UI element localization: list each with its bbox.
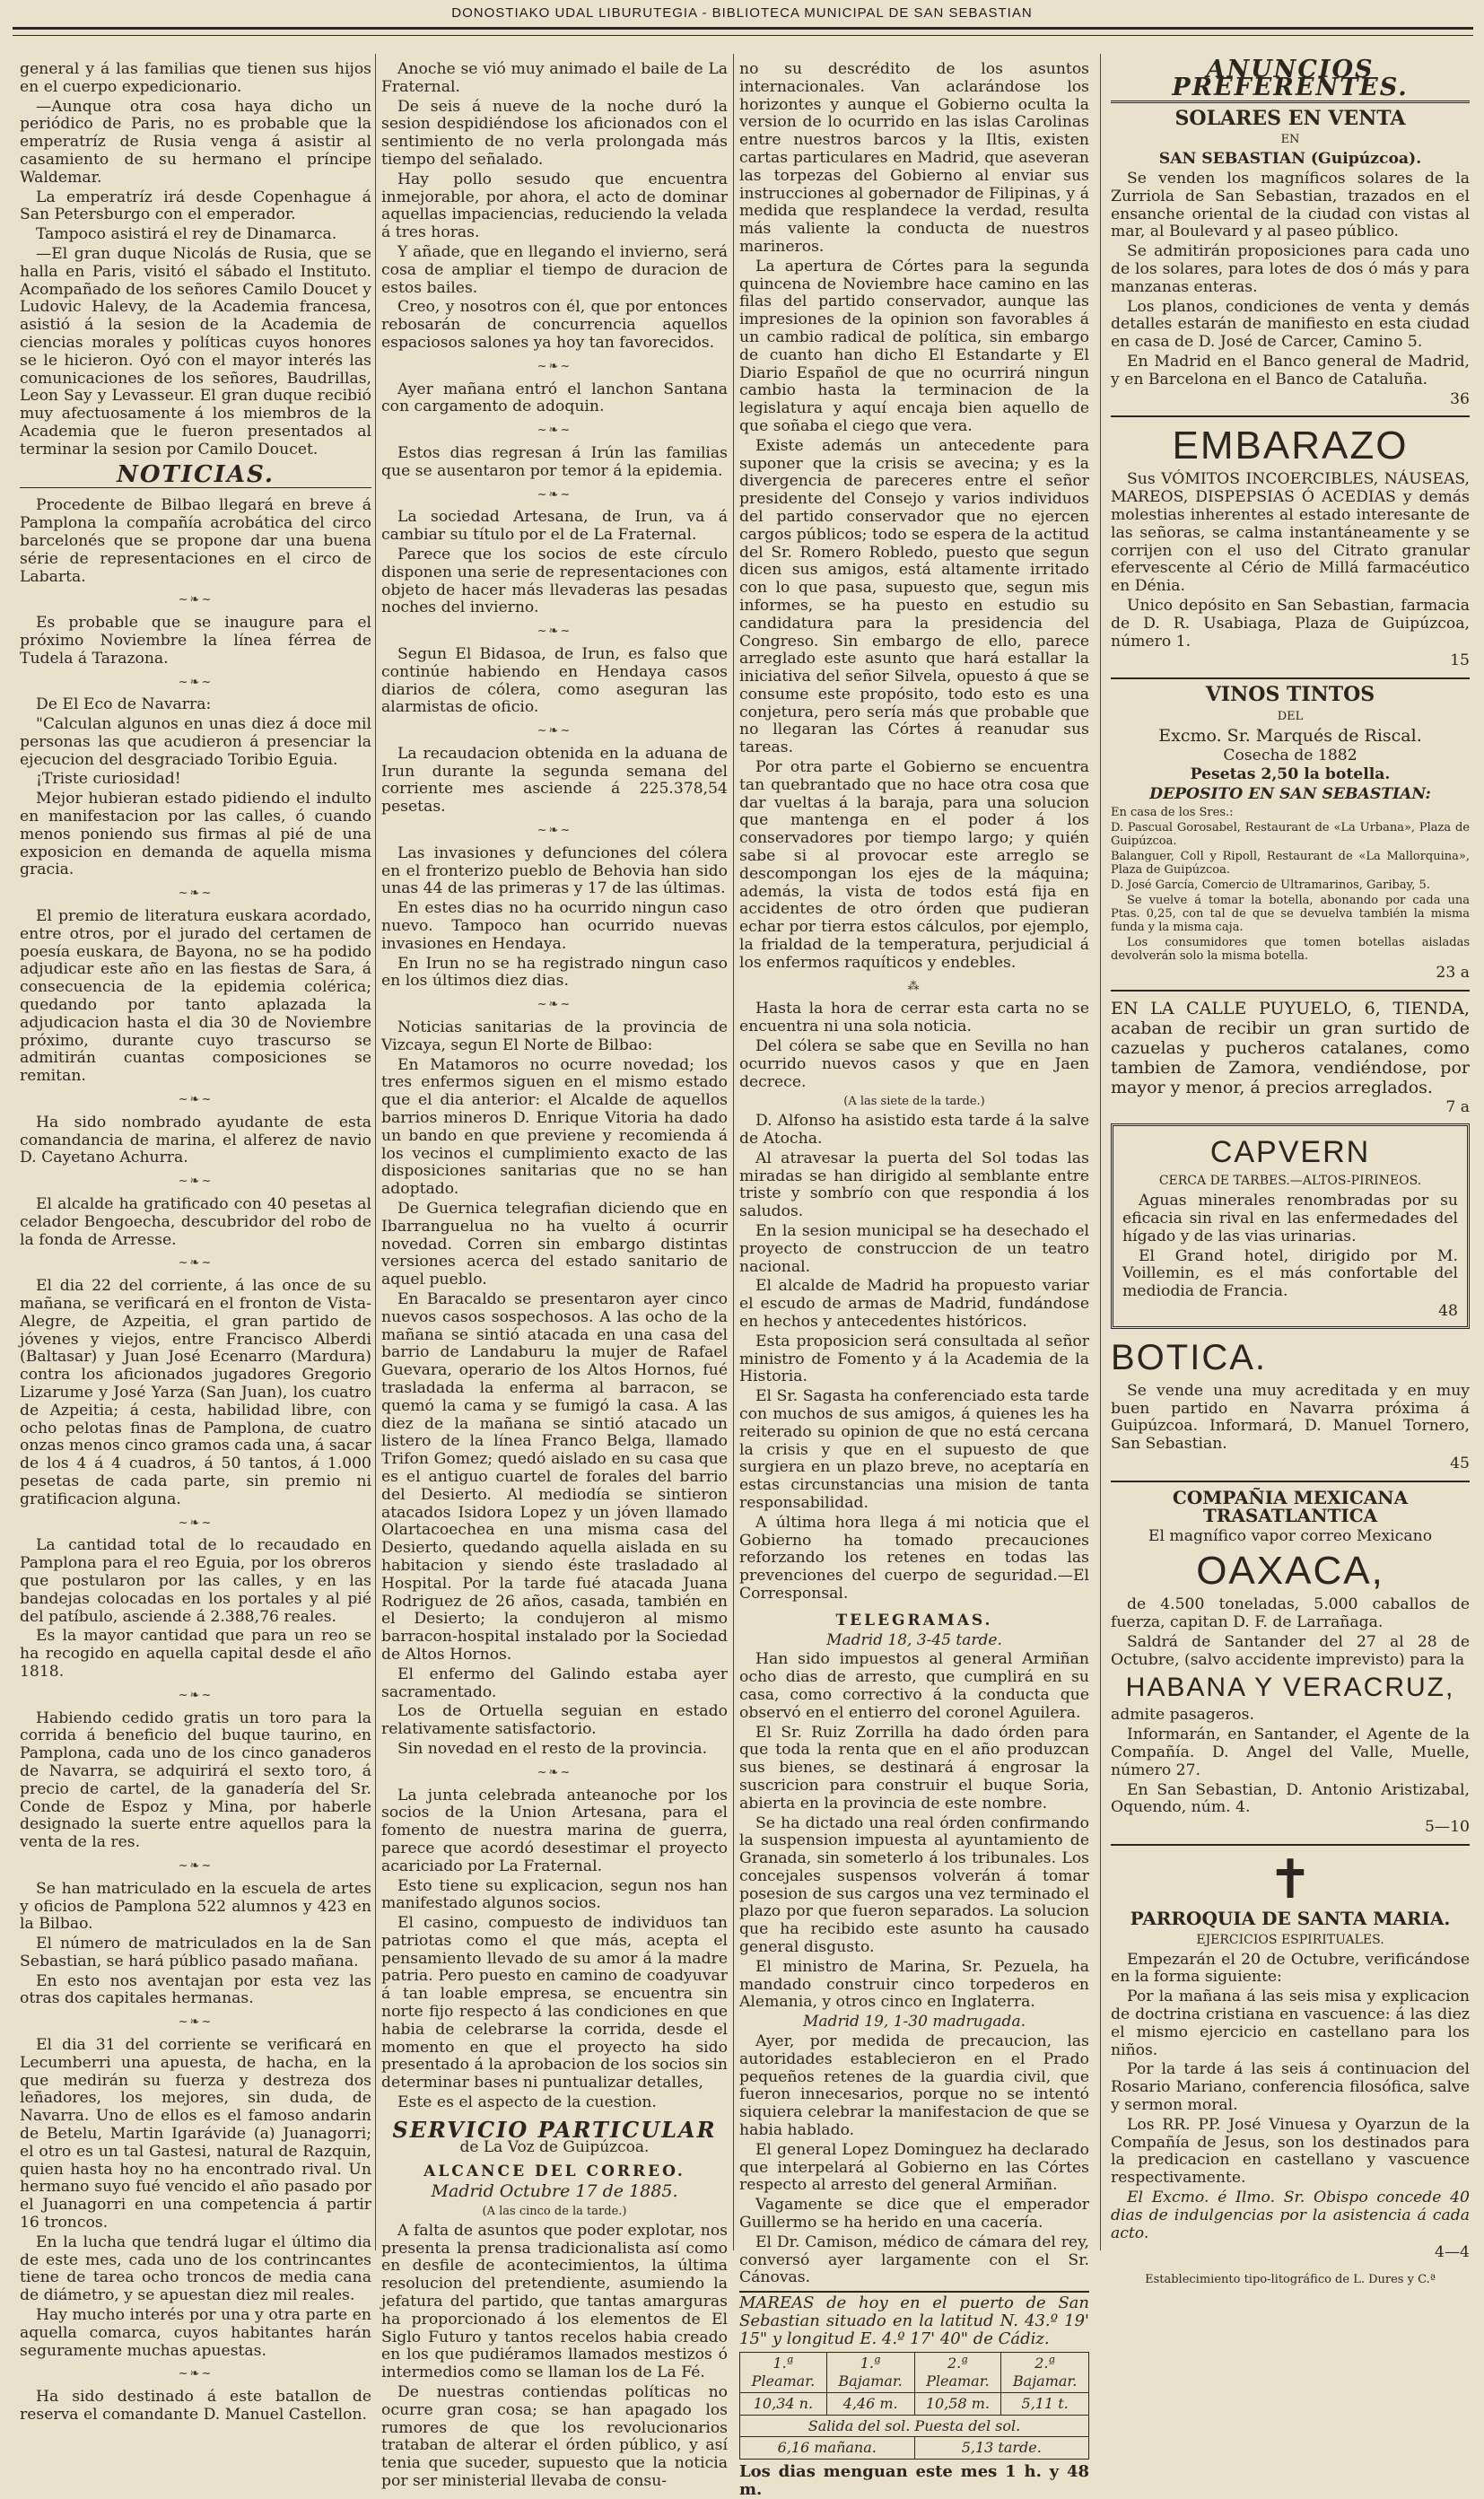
ads-heading: ANUNCIOS PREFERENTES. (1111, 61, 1470, 103)
paragraph: De seis á nueve de la noche duró la sesion despidiéndose los aficionados con el sentimiento de no verla prolongada más tiempo del señalado. (381, 97, 728, 169)
separator-ornament: ~❧~ (178, 887, 214, 901)
small-line: Los consumidores que tomen botellas aisladas devolverán solo la misma botella. (1111, 935, 1470, 963)
ad-vinos-title: VINOS TINTOS (1205, 683, 1375, 707)
separator-ornament: ~❧~ (537, 1765, 572, 1779)
paragraph: De El Eco de Navarra: (36, 695, 212, 714)
cross-icon: ✝ (1267, 1848, 1314, 1911)
paragraph: Ha sido nombrado ayudante de esta comandancia de marina, el alferez de navio D. Cayetano Achurra. (20, 1113, 371, 1167)
ad-embarazo-title: EMBARAZO (1172, 424, 1409, 468)
paragraph: El general Lopez Dominguez ha declarado que interpelará al Gobierno en las Córtes respecto al arresto del general Armiñan. (739, 2140, 1089, 2195)
tide-header: 2.ª Pleamar. (914, 2353, 1001, 2393)
daylight-note: Los dias menguan este mes 1 h. y 48 m. (739, 2462, 1089, 2499)
paragraph: En Baracaldo se presentaron ayer cinco nuevos casos sospechosos. A las ocho de la mañana se sintió atacada en una casa del barrio de Landaburu la mujer de Rafael Guevara, operario de los Altos Hornos, fué trasladada la enferma al barracon, se quemó la cama y se fumigó la casa. A las diez de la mañana se sintió atacado un listero de la línea Franco Belga, llamado Trifon Gomez; quedó aislado en su casa que es el antiguo cuartel de forales del barrio del Desierto. Al mediodía se sintieron atacados Isidora Lopez y un jóven llamado Olartacoechea en una misma casa del Desierto, quedando aquella aislada en su habitacion y siendo éste trasladado al Hospital. Por la tarde fué atacada Juana Rodriguez de 26 años, casada, también en el Desierto; la condujeron al mismo barracon-hospital instalado por la Sociedad de Altos Hornos. (381, 1290, 728, 1664)
ad-capvern-box (1111, 1123, 1470, 1328)
ad-number: 4—4 (1434, 2243, 1470, 2262)
paragraph: no su descrédito de los asuntos internacionales. Van aclarándose los horizontes y aunque el Gobierno oculta la version de lo ocurrido en las islas Carolinas entre nuestros barcos y la Iltis, existen cartas particulares en Madrid, que aseveran las torpezas del Gobierno al enviar sus instrucciones al gobernador de Filipinas, y á medida que resplandece la verdad, resulta más valiente la conducta de nuestros marineros. (739, 60, 1089, 256)
paragraph: Mejor hubieran estado pidiendo el indulto en manifestacion por las calles, ó cuando menos poniendo sus firmas al pié de una exposicion en demanda de aquella misma gracia. (20, 790, 371, 879)
paragraph: Vagamente se dice que el emperador Guillermo se ha herido en una cacería. (739, 2196, 1089, 2232)
sunrise-value: 6,16 mañana. (740, 2437, 915, 2460)
paragraph: Saldrá de Santander del 27 al 28 de Octubre, (salvo accidente imprevisto) para la (1111, 1632, 1470, 1669)
tide-header: 2.ª Bajamar. (1001, 2353, 1089, 2393)
dateline: Madrid 18, 3-45 tarde. (826, 1630, 1002, 1649)
paragraph: Es probable que se inaugure para el próximo Noviembre la línea férrea de Tudela á Tarazona. (20, 614, 371, 668)
paragraph: A última hora llega á mi noticia que el Gobierno ha tomado precauciones reforzando los retenes en todas las prevenciones del cuerpo de seguridad.—El Corresponsal. (739, 1513, 1089, 1603)
small-line: D. José García, Comercio de Ultramarinos, Garibay, 5. (1111, 878, 1430, 892)
paragraph: Hay mucho interés por una y otra parte en aquella comarca, cuyos habitantes harán seguramente muchas apuestas. (20, 2306, 371, 2360)
column-1 (20, 60, 371, 2425)
ad-solares-en: EN (1280, 133, 1300, 147)
separator-ornament: ~❧~ (178, 1175, 214, 1189)
paragraph: En Matamoros no ocurre novedad; los tres enfermos siguen en el mismo estado que el dia anterior: el Alcalde de aquellos barrios mineros D. Enrique Vitoria ha dado un bando en que previene y recomienda á los vecinos el cumplimiento exacto de las disposiciones sanitarias que no se han adoptado. (381, 1055, 728, 1199)
paragraph: Del cólera se sabe que en Sevilla no han ocurrido nuevos casos y que en Jaen decrece. (739, 1037, 1089, 1091)
paragraph: Se admitirán proposiciones para cada uno de los solares, para lotes de dos ó más y para manzanas enteras. (1111, 242, 1470, 296)
paragraph: Se han matriculado en la escuela de artes y oficios de Pamplona 522 alumnos y 423 en la Bilbao. (20, 1879, 371, 1934)
separator-ornament: ~❧~ (178, 2015, 214, 2030)
paragraph: Creo, y nosotros con él, que por entonces rebosarán de concurrencia aquellos espaciosos salones ya hoy tan favorecidos. (381, 298, 728, 352)
paragraph: La cantidad total de lo recaudado en Pamplona para el reo Eguia, por los obreros que postularon por las calles, y en las bandejas colocadas en los portales y al pié del patíbulo, asciende á 2.388,76 reales. (20, 1536, 371, 1626)
ad-number: 23 a (1436, 963, 1470, 982)
paragraph: Se ha dictado una real órden confirmando la suspension impuesta al ayuntamiento de Granada, sin someterlo á los tribunales. Los concejales suspensos volverán á tomar posesion de sus cargos una vez terminado el plazo por que fueron separados. La solucion que ha recibido este asunto ha causado general disgusto. (739, 1813, 1089, 1957)
paragraph: Se venden los magníficos solares de la Zurriola de San Sebastian, trazados en el ensanche oriental de la ciudad con vistas al mar, al Boulevard y al paseo público. (1111, 169, 1470, 241)
paragraph: En Irun no se ha registrado ningun caso en los últimos diez dias. (381, 954, 728, 991)
paragraph: admite pasageros. (1111, 1706, 1254, 1725)
ad-capvern-title: CAPVERN (1209, 1135, 1371, 1170)
paragraph: Este es el aspecto de la cuestion. (397, 2093, 657, 2112)
separator-ornament: ~❧~ (537, 625, 572, 639)
paragraph: ¡Triste curiosidad! (36, 770, 181, 789)
paragraph: D. Alfonso ha asistido esta tarde á la salve de Atocha. (739, 1112, 1089, 1149)
paragraph: Las invasiones y defunciones del cólera en el fronterizo pueblo de Behovia han sido unas 44 de las primeras y 17 de las últimas. (381, 843, 728, 898)
paragraph: La recaudacion obtenida en la aduana de Irun durante la segunda semana del corriente mes asciende á 225.378,54 pesetas. (381, 744, 728, 817)
paragraph: En San Sebastian, D. Antonio Aristizabal, Oquendo, núm. 4. (1111, 1780, 1470, 1817)
ad-vinos-price: Pesetas 2,50 la botella. (1190, 765, 1391, 784)
printer-credit: Establecimiento tipo-litográfico de L. Dures y C.ª (1145, 2273, 1436, 2287)
separator-ornament: ~❧~ (537, 424, 572, 438)
paragraph: El casino, compuesto de individuos tan patriotas como el que más, acepta el pensamiento llevado de su amor á la madre patria. Pero puesto en camino de coadyuvar á tan loable empresa, se encuentra sin norte fijo respecto á las condiciones en que habia de celebrarse la corrida, desde el momento en que el proyecto ha sido presentado á la aprobacion de los socios sin determinar bases ni puntualizar detalles, (381, 1914, 728, 2093)
paragraph: Y añade, que en llegando el invierno, será cosa de ampliar el tiempo de duracion de estos bailes. (381, 242, 728, 297)
separator-ornament: ~❧~ (178, 1093, 214, 1107)
paragraph: El Dr. Camison, médico de cámara del rey, conversó ayer largamente con el Sr. Cánovas. (739, 2232, 1089, 2287)
paragraph: A falta de asuntos que poder explotar, nos presenta la prensa tradicionalista así como en desfile de acontecimientos, la última resolucion del pretendiente, asumiendo la jefatura del partido, que tantas amarguras ha proporcionado á los elementos de El Siglo Futuro y tantos recelos habia creado en los que pudiéramos llamados mestizos ó intermedios como se llaman los de La Fé. (381, 2221, 728, 2382)
ad-compania-title: COMPAÑIA MEXICANA TRASATLANTICA (1172, 1486, 1409, 1526)
separator-ornament: ~❧~ (537, 998, 572, 1012)
section-subtitle: de La Voz de Guipúzcoa. (459, 2137, 650, 2156)
column-3 (739, 60, 1089, 2499)
paragraph: Parece que los socios de este círculo disponen una serie de representaciones con objeto de hacer más llevaderas las pesadas noches del invierno. (381, 545, 728, 617)
paragraph: La apertura de Córtes para la segunda quincena de Noviembre hace camino en las filas del partido conservador, aunque las impresiones de la opinion son favorables á un cambio radical de política, sin embargo de cuanto han dicho El Estandarte y El Diario Español de que no ocurrirá ningun cambio hasta la terminacion de la legislatura y aquí encaja bien aquello de que soñaba el ciego que vera. (739, 257, 1089, 435)
ad-solares-city: SAN SEBASTIAN (Guipúzcoa). (1158, 150, 1422, 169)
paragraph: Es la mayor cantidad que para un reo se ha recogido en aquella capital desde el año 1818. (20, 1627, 371, 1681)
column-2 (381, 60, 728, 2490)
paragraph: En esto nos aventajan por esta vez las otras dos capitales hermanas. (20, 1971, 371, 2008)
paragraph: El Grand hotel, dirigido por M. Voillemin, es el más confortable del mediodia de Francia. (1122, 1246, 1458, 1301)
ad-number: 48 (1438, 1302, 1458, 1321)
paragraph: El premio de literatura euskara acordado, entre otros, por el jurado del certamen de poesía euskara, de Bayona, no se ha podido adjudicar este año en las fiestas de Sara, á consecuencia de la epidemia colérica; quedando por tanto aplazada la adjudicacion hasta el dia 30 de Noviembre próximo, durante cuyo trascurso se admitirán cuantas composiciones se remitan. (20, 907, 371, 1086)
separator-ornament: ~❧~ (537, 824, 572, 838)
paragraph: Por la tarde á las seis á continuacion del Rosario Mariano, conferencia filosófica, salve y sermon moral. (1111, 2060, 1470, 2114)
sun-header: Salida del sol. Puesta del sol. (740, 2415, 1089, 2437)
tide-value: 5,11 t. (1001, 2392, 1089, 2415)
paragraph: Esto tiene su explicacion, segun nos han manifestado algunos socios. (381, 1876, 728, 1913)
paragraph: Esta proposicion será consultada al señor ministro de Fomento y á la Academia de la Historia. (739, 1332, 1089, 1386)
paragraph: Ha sido destinado á este batallon de reserva el comandante D. Manuel Castellon. (20, 2388, 371, 2425)
separator-ornament: ~❧~ (537, 359, 572, 373)
paragraph: "Calculan algunos en unas diez á doce mil personas las que acudieron á presenciar la ejecucion del desgraciado Toribio Eguia. (20, 715, 371, 769)
paragraph: Por la mañana á las seis misa y explicacion de doctrina cristiana en vascuence: á las diez el mismo ejercicio en castellano para los niños. (1111, 1988, 1470, 2059)
paragraph: Existe además un antecedente para suponer que la crisis se avecina; y es la divergencia de pareceres entre el señor presidente del Consejo y varios individuos del partido conservador que no ejercen cargos públicos; todo se espera de la actitud del Sr. Romero Robledo, puesto que segun dicen sus amigos, está altamente irritado con lo que pasa, supuesto que, segun mis informes, se ha puesto en estudio su candidatura para la presidencia del Congreso. Sin embargo de ello, parece arreglado este asunto que hará estallar la iniciativa del señor Silvela, opuesto á que se consume este propósito, todo esto es una conjetura, pero sería más que probable que no llegaran las Córtes á reanudar sus tareas. (739, 436, 1089, 757)
paragraph: Sin novedad en el resto de la provincia. (397, 1739, 708, 1758)
section-title-noticias: NOTICIAS. (20, 467, 371, 489)
telegramas-title: TELEGRAMAS. (835, 1611, 993, 1630)
ad-number: 5—10 (1425, 1818, 1470, 1837)
paragraph: Estos dias regresan á Irún las familias que se ausentaron por temor á la epidemia. (381, 443, 728, 480)
paragraph: Por otra parte el Gobierno se encuentra tan quebrantado que no hace otra cosa que dar vueltas á la baraja, para una solucion que mantenga en el poder á los conservadores por tiempo largo; y quién sabe si al provocar este arreglo se descompongan los ejes de la máquina; además, la vista de todos está fija en accidentes de otro órden que pudieran echar por tierra estos cálculos, por ejemplo, la frialdad de la temperatura, perjudicial á los enfermos raquíticos y endebles. (739, 758, 1089, 972)
paragraph: Tampoco asistirá el rey de Dinamarca. (36, 225, 337, 244)
tide-value: 10,58 m. (914, 2392, 1001, 2415)
separator-ornament: ~❧~ (537, 724, 572, 738)
paragraph: En estes dias no ha ocurrido ningun caso nuevo. Tampoco han ocurrido nuevas invasiones en Hendaya. (381, 899, 728, 953)
tide-header: 1.ª Pleamar. (740, 2353, 827, 2393)
paragraph: El alcalde ha gratificado con 40 pesetas al celador Bengoecha, descubridor del robo de la fonda de Arresse. (20, 1195, 371, 1249)
column-divider (375, 54, 376, 2250)
paragraph: Empezarán el 20 de Octubre, verificándose en la forma siguiente: (1111, 1950, 1470, 1987)
paragraph: —Aunque otra cosa haya dicho un periódico de Paris, no es probable que la emperatríz de Rusia venga á asistir al casamiento de su hermano el príncipe Waldemar. (20, 97, 371, 187)
small-line: Se vuelve á tomar la botella, abonando por cada una Ptas. 0,25, con tal de que se devuelva también la misma funda y la misma caja. (1111, 893, 1470, 934)
paragraph: Los planos, condiciones de venta y demás detalles estarán de manifiesto en esta ciudad en casa de D. José de Carcer, Camino 5. (1111, 297, 1470, 352)
paragraph: El Sr. Sagasta ha conferenciado esta tarde con muchos de sus amigos, á quienes les ha reiterado su opinion de que no está cercana la crisis y que en el supuesto de que surgiera en un plazo breve, no aceptaría en estas circunstancias una mision de tanta responsabilidad. (739, 1387, 1089, 1512)
ad-number: 7 a (1445, 1097, 1470, 1116)
small-line: En casa de los Sres.: (1111, 805, 1234, 819)
paragraph: Ayer, por medida de precaucion, las autoridades establecieron en el Prado pequeños retenes de la guardia civil, que fueron innecesarios, porque no se intentó siquiera celebrar la manifestacion de que se habia hablado. (739, 2032, 1089, 2140)
paragraph: Unico depósito en San Sebastian, farmacia de D. R. Usabiaga, Plaza de Guipúzcoa, número 1. (1111, 596, 1470, 651)
separator-ornament: ~❧~ (178, 1858, 214, 1873)
ad-vinos-cosecha: Cosecha de 1882 (1223, 746, 1357, 765)
paragraph: La sociedad Artesana, de Irun, va á cambiar su título por el de La Fraternal. (381, 508, 728, 545)
ad-vinos-marques: Excmo. Sr. Marqués de Riscal. (1158, 725, 1422, 746)
ad-solares-title: SOLARES EN VENTA (1174, 106, 1406, 130)
ad-number: 15 (1450, 651, 1470, 670)
paragraph: De Guernica telegrafian diciendo que en Ibarranguelua no ha vuelto á ocurrir novedad. Corren sin embargo distintas versiones acerca del estado sanitario de aquel pueblo. (381, 1200, 728, 1289)
paragraph: Informarán, en Santander, el Agente de la Compañía. D. Angel del Valle, Muelle, número 27. (1111, 1726, 1470, 1779)
dateline: Madrid Octubre 17 de 1885. (431, 2181, 678, 2202)
ad-ship-name: OAXACA, (1196, 1549, 1384, 1594)
paragraph: Procedente de Bilbao llegará en breve á Pamplona la compañía acrobática del circo barcelonés que se propone dar una buena série de representaciones en el circo de Labarta. (20, 496, 371, 586)
ad-number: 45 (1450, 1455, 1470, 1473)
paragraph: El Sr. Ruiz Zorrilla ha dado órden para que toda la renta que en el año produzcan sus bienes, se destinará á engrosar la suscricion para construir el buque Soria, abierta en la provincia de este nombre. (739, 1723, 1089, 1813)
separator-ornament: ~❧~ (178, 1688, 214, 1702)
top-rule (13, 27, 1473, 36)
paragraph: Ayer mañana entró el lanchon Santana con cargamento de adoquin. (381, 380, 728, 416)
ad-vinos-deposito: DEPOSITO EN SAN SEBASTIAN: (1149, 785, 1431, 804)
time-note: (A las cinco de la tarde.) (482, 2205, 627, 2219)
separator-ornament: ~❧~ (178, 675, 214, 689)
paragraph: En la lucha que tendrá lugar el último dia de este mes, cada uno de los contrincantes tiene de tarea ocho troncos de media cana de diámetro, y se apuestan diez mil reales. (20, 2232, 371, 2305)
paragraph: En la sesion municipal se ha desechado el proyecto de construccion de un teatro nacional. (739, 1222, 1089, 1276)
paragraph: El dia 31 del corriente se verificará en Lecumberri una apuesta, de hacha, en la que medirán su fuerza y destreza dos leñadores, los mejores, sin duda, de Navarra. Uno de ellos es el famoso andarin de Betelu, Martin Igarávide (a) Juanagorri; el otro es un tal Gastesi, natural de Razquin, quien hasta hoy no ha encontrado rival. Un hermano suyo fué vencido el año pasado por el Juanagorri en una competencia á partir 16 troncos. (20, 2036, 371, 2232)
paragraph: Han sido impuestos al general Armiñan ocho dias de arresto, que cumplirá en su casa, como correctivo á la conducta que observó en el entierro del coronel Aguilera. (739, 1650, 1089, 1722)
time-note: (A las siete de la tarde.) (843, 1095, 985, 1109)
paragraph: Los RR. PP. José Vinuesa y Oyarzun de la Compañía de Jesus, son los destinados para la predicacion en castellano y vascuence respectivamente. (1111, 2115, 1470, 2188)
paragraph: Se vende una muy acreditada y en muy buen partido en Navarra próxima á Guipúzcoa. Informará, D. Manuel Tornero, San Sebastian. (1111, 1381, 1470, 1454)
paragraph: De nuestras contiendas políticas no ocurre gran cosa; se han apagado los rumores de que los revolucionarios trataban de alterar el órden público, y así tenia que suceder, supuesto que la noticia por ser ministerial llevaba de consu- (381, 2383, 728, 2490)
separator-ornament: ~❧~ (178, 593, 214, 607)
paragraph: Hasta la hora de cerrar esta carta no se encuentra ni una sola noticia. (739, 1000, 1089, 1036)
ad-parroquia-sub: EJERCICIOS ESPIRITUALES. (1196, 1932, 1384, 1947)
ad-capvern-sub: CERCA DE TARBES.—ALTOS-PIRINEOS. (1158, 1174, 1422, 1189)
paragraph: Anoche se vió muy animado el baile de La Fraternal. (381, 60, 728, 96)
paragraph: El enfermo del Galindo estaba ayer sacramentado. (381, 1665, 728, 1701)
column-4-ads (1111, 56, 1470, 2287)
paragraph: Los de Ortuella seguian en estado relativamente satisfactorio. (381, 1702, 728, 1739)
paragraph: El alcalde de Madrid ha propuesto variar el escudo de armas de Madrid, fundándose en hechos y antecedentes históricos. (739, 1277, 1089, 1331)
paragraph: Segun El Bidasoa, de Irun, es falso que continúe habiendo en Hendaya casos diarios de cólera, como aseguran las alarmistas de oficio. (381, 644, 728, 717)
paragraph: Al atravesar la puerta del Sol todas las miradas se han dirigido al semblante entre triste y sombrío con que respondia á los saludos. (739, 1149, 1089, 1221)
alcance-title: ALCANCE DEL CORREO. (423, 2163, 685, 2181)
tide-value: 10,34 n. (740, 2392, 827, 2415)
paragraph: Habiendo cedido gratis un toro para la corrida á beneficio del buque taurino, en Pamplona, cada uno de los cinco ganaderos de Navarra, se adquirirá el sexto toro, á precio de cartel, de la ganadería del Sr. Conde de Espoz y Mina, por haberle designado la suerte entre aquellos para la venta de la res. (20, 1708, 371, 1852)
paragraph: —El gran duque Nicolás de Rusia, que se halla en Paris, visitó el sábado el Instituto. Acompañado de los señores Camilo Doucet y Ludovic Halevy, de la Academia francesa, asistió á la sesion de la Academia de ciencias morales y políticas cuyos honores se le hicieron. Oyó con el mayor interés las comunicaciones de los señores, Baudrillas, Leon Say y Levasseur. El gran duque recibió muy afectuosamente á los miembros de la Academia que le fueron presentados al terminar la sesion por Camilo Doucet. (20, 244, 371, 459)
sunset-value: 5,13 tarde. (914, 2437, 1089, 2460)
dateline: Madrid 19, 1-30 madrugada. (803, 2013, 1026, 2032)
paragraph: La junta celebrada anteanoche por los socios de la Union Artesana, para el fomento de nuestra marina de guerra, parece que acordó desestimar el proyecto acariciado por La Fraternal. (381, 1786, 728, 1875)
separator-ornament: ~❧~ (178, 1516, 214, 1530)
library-header: DONOSTIAKO UDAL LIBURUTEGIA - BIBLIOTECA MUNICIPAL DE SAN SEBASTIAN (451, 5, 1033, 21)
tides-table (739, 2352, 1089, 2460)
ad-vinos-del: DEL (1277, 709, 1304, 723)
ad-number: 36 (1450, 389, 1470, 408)
ad-botica-title: BOTICA. (1111, 1337, 1268, 1377)
paragraph: El Excmo. é Ilmo. Sr. Obispo concede 40 dias de indulgencias por la asistencia á cada acto. (1111, 2188, 1470, 2242)
ad-parroquia-title: PARROQUIA DE SANTA MARIA. (1130, 1908, 1451, 1929)
paragraph: Hay pollo sesudo que encuentra inmejorable, por ahora, el acto de dominar aquellas impaciencias, reduciendo la velada á tres horas. (381, 170, 728, 242)
separator-ornament: ~❧~ (178, 2367, 214, 2381)
separator-ornament: ⁂ (907, 979, 921, 993)
paragraph: La emperatríz irá desde Copenhague á San Petersburgo con el emperador. (20, 188, 371, 224)
paragraph: de 4.500 toneladas, 5.000 caballos de fuerza, capitan D. F. de Larrañaga. (1111, 1595, 1470, 1632)
paragraph: Sus VÓMITOS INCOERCIBLES, NÁUSEAS, MAREOS, DISPEPSIAS Ó ACEDIAS y demás molestias inherentes al estado interesante de las señoras, se calma instantáneamente y se corrijen con el uso del Citrato granular efervescente al Cério de Millá farmacéutico en Dénia. (1111, 470, 1470, 596)
tides-heading: MAREAS de hoy en el puerto de San Sebastian situado en la latitud N. 43.º 19' 15" y longitud E. 4.º 17' 40" de Cádiz. (739, 2294, 1089, 2349)
small-line: D. Pascual Gorosabel, Restaurant de «La Urbana», Plaza de Guipúzcoa. (1111, 820, 1470, 848)
paragraph: En Madrid en el Banco general de Madrid, y en Barcelona en el Banco de Cataluña. (1111, 352, 1470, 389)
column-divider (733, 54, 734, 2250)
column-divider (1100, 54, 1101, 2250)
paragraph: general y á las familias que tienen sus hijos en el cuerpo expedicionario. (20, 60, 371, 96)
ad-destination: HABANA Y VERACRUZ, (1125, 1673, 1455, 1703)
tide-value: 4,46 m. (826, 2392, 914, 2415)
ad-compania-sub: El magnífico vapor correo Mexicano (1148, 1527, 1433, 1546)
separator-ornament: ~❧~ (178, 1256, 214, 1271)
paragraph: El número de matriculados en la de San Sebastian, se hará público pasado mañana. (20, 1935, 371, 1970)
paragraph: Noticias sanitarias de la provincia de Vizcaya, segun El Norte de Bilbao: (381, 1018, 728, 1054)
tide-header: 1.ª Bajamar. (826, 2353, 914, 2393)
ad-puyuelo: EN LA CALLE PUYUELO, 6, TIENDA, acaban de recibir un gran surtido de cazuelas y pucheros catalanes, como tambien de Zamora, vendiéndose, por mayor y menor, á precios arreglados. (1111, 998, 1470, 1097)
separator-ornament: ~❧~ (537, 487, 572, 502)
paragraph: Aguas minerales renombradas por su eficacia sin rival en las enfermedades del hígado y de las vias urinarias. (1122, 1192, 1458, 1245)
small-line: Balanguer, Coll y Ripoll, Restaurant de «La Mallorquina», Plaza de Guipúzcoa. (1111, 849, 1470, 877)
section-title-servicio: SERVICIO PARTICULAR (392, 2116, 717, 2143)
paragraph: El ministro de Marina, Sr. Pezuela, ha mandado construir cinco torpederos en Alemania, y otros cinco en Inglaterra. (739, 1957, 1089, 2012)
paragraph: El dia 22 del corriente, á las once de su mañana, se verificará en el fronton de Vista-Alegre, de Azpeitia, el gran partido de jóvenes y viejos, entre Francisco Alberdi (Baltasar) y Juan José Ecenarro (Mardura) contra los aficionados jugadores Gregorio Lizarume y José Yarza (San Juan), los cuatro de Azpeitia; á cesta, habilidad libre, con ocho pelotas finas de Pamplona, de cuatro onzas menos cinco gramos cada una, á sacar de los 4 á 4 cuadros, á 50 tantos, á 1.000 pesetas de cada parte, sin premio ni gratificacion alguna. (20, 1277, 371, 1508)
